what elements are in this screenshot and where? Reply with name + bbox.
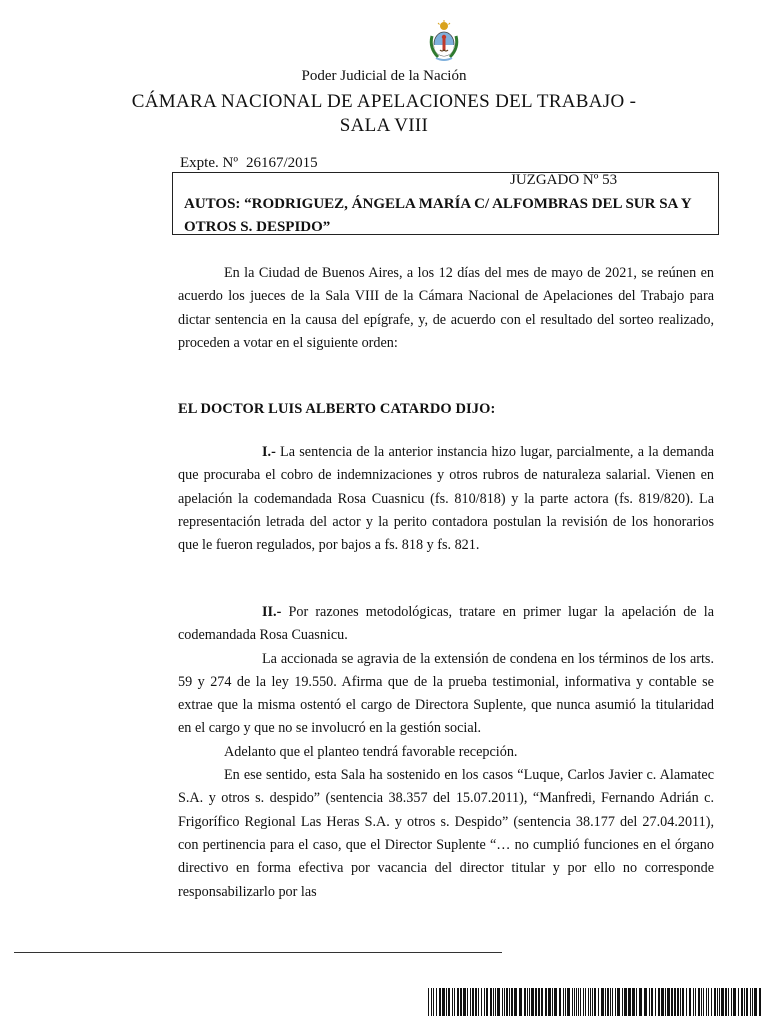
court-name-line2: SALA VIII <box>339 115 429 136</box>
section-two <box>178 601 714 904</box>
section-two-label: II.- <box>262 604 282 620</box>
section-one-paragraph <box>178 441 714 557</box>
barcode-icon <box>428 988 764 1016</box>
section-one-label: I.- <box>262 444 276 460</box>
adelanto-paragraph: Adelanto que el planteo tendrá favorable recepción. <box>224 743 518 760</box>
court-unit: JUZGADO Nº 53 <box>510 172 618 188</box>
footnote-divider <box>14 952 502 953</box>
case-caption: AUTOS: “RODRIGUEZ, ÁNGELA MARÍA C/ ALFOMBRAS DEL SUR SA Y OTROS S. DESPIDO” <box>184 196 692 235</box>
institution-name: Poder Judicial de la Nación <box>301 68 467 84</box>
case-number <box>180 155 318 172</box>
section-two-paragraph <box>178 601 714 648</box>
sentido-paragraph: En ese sentido, esta Sala ha sostenido en los casos “Luque, Carlos Javier c. Alamatec S.A. y otros s. despido” (sentencia 38.357 del 15.07.2011), “Manfredi, Fernando Adrián c. Frigorífico Regional Las Heras S.A. y otros s. Despido” (sentencia 38.177 del 27.04.2011), con pertinencia para el caso, que el Director Suplente “… no cumplió funciones en el órgano directivo en forma efectiva por vacancia del director titular y por ello no corresponde responsabilizarlo por las <box>178 767 714 900</box>
case-number-label: Expte. Nº <box>180 155 238 171</box>
section-one <box>178 441 714 557</box>
case-number-value: 26167/2015 <box>245 155 318 171</box>
intro-text: En la Ciudad de Buenos Aires, a los 12 días del mes de mayo de 2021, se reúnen en acuerdo los jueces de la Sala VIII de la Cámara Nacional de Apelaciones del Trabajo para dictar sentencia en la causa del epígrafe, y, de acuerdo con el resultado del sorteo realizado, proceden a votar en el siguiente orden: <box>178 265 714 351</box>
court-name <box>0 90 768 138</box>
court-name-line1: CÁMARA NACIONAL DE APELACIONES DEL TRABAJO - <box>131 91 637 112</box>
vote-heading: EL DOCTOR LUIS ALBERTO CATARDO DIJO: <box>178 401 496 417</box>
section-one-text: La sentencia de la anterior instancia hizo lugar, parcialmente, a la demanda que procuraba el cobro de indemnizaciones y otros rubros de naturaleza salarial. Vienen en apelación la codemandada Rosa Cuasnicu (fs. 810/818) y la parte actora (fs. 819/820). La representación letrada del actor y la perito contadora postulan la revisión de los honorarios que le fueron regulados, por bajos a fs. 818 y fs. 821. <box>178 444 714 554</box>
national-coat-of-arms-icon <box>426 20 462 62</box>
intro-paragraph <box>178 262 714 355</box>
section-two-text: Por razones metodológicas, tratare en primer lugar la apelación de la codemandada Rosa Cuasnicu. <box>178 604 714 644</box>
accionada-paragraph: La accionada se agravia de la extensión de condena en los términos de los arts. 59 y 274 de la ley 19.550. Afirma que de la prueba testimonial, informativa y contable se extrae que la misma ostentó el cargo de Directora Suplente, que nunca asumió la titularidad en el cargo y que no se involucró en la gestión social. <box>178 650 714 737</box>
